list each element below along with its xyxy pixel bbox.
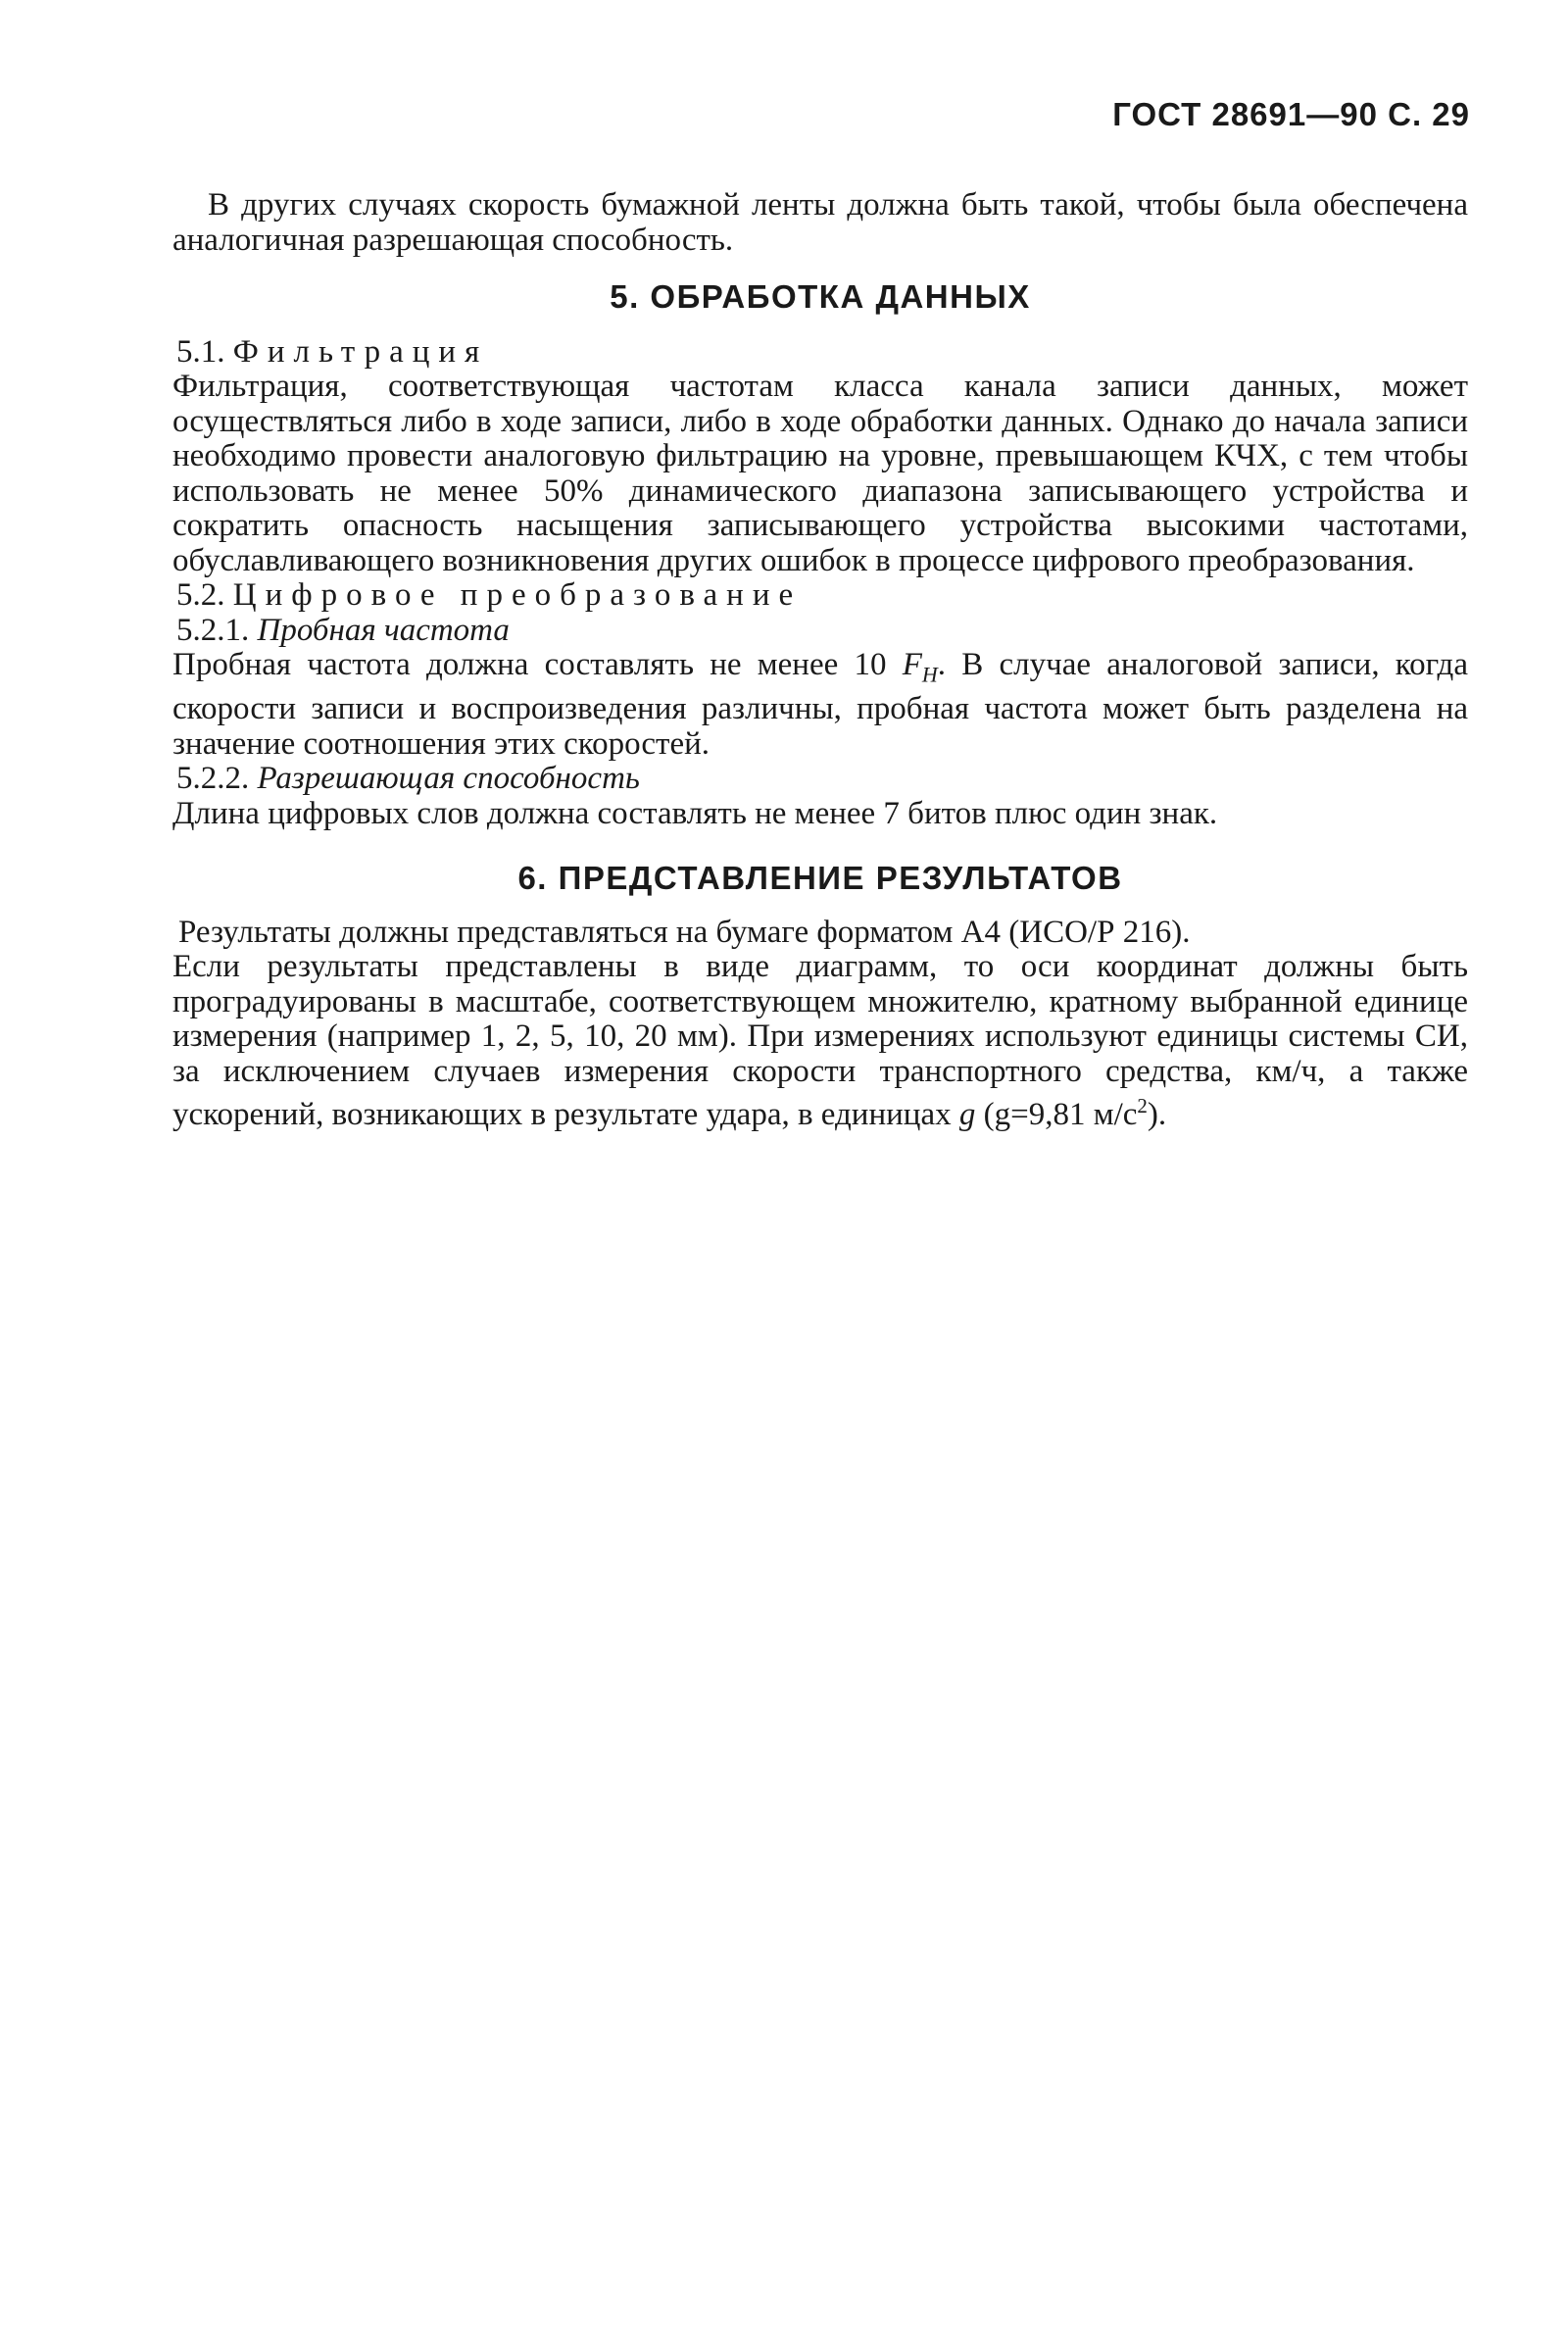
subsection-5-2-title <box>172 578 1468 614</box>
subsection-5-2-1-number: 5.2.1. <box>176 612 250 648</box>
section-6-paragraph-2 <box>172 950 1468 1133</box>
subsection-5-2-2-text: Длина цифровых слов должна составлять не менее 7 битов плюс один знак. <box>172 795 1218 831</box>
subsection-5-1-number: 5.1. <box>176 333 225 370</box>
sampling-symbol: F <box>902 647 922 682</box>
section-6-heading: 6. ПРЕДСТАВЛЕНИЕ РЕЗУЛЬТАТОВ <box>517 860 1123 897</box>
subsection-5-2-number: 5.2. <box>176 577 225 613</box>
sampling-symbol-subscript: H <box>921 662 938 687</box>
sampling-text-before: Пробная частота должна составлять не менее 10 <box>172 647 903 682</box>
page-body <box>172 188 1468 1133</box>
g-symbol: g <box>958 1097 976 1133</box>
intro-paragraph-text: В других случаях скорость бумажной ленты должна быть такой, чтобы была обеспечена аналогичная разрешающая способность. <box>172 187 1468 258</box>
results-text-mid: (g=9,81 м/с <box>975 1097 1138 1133</box>
subsection-5-2-1-text <box>172 648 1468 762</box>
subsection-5-2-1-title <box>172 614 1468 649</box>
results-superscript: 2 <box>1137 1094 1148 1118</box>
results-text-end: ). <box>1147 1097 1167 1133</box>
section-6-paragraph-1 <box>172 916 1468 951</box>
subsection-5-1-text: Фильтрация, соответствующая частотам класса канала записи данных, может осуществляться либо в ходе записи, либо в ходе обработки данных. Однако до начала записи необходимо провести аналоговую фильтрацию на уровне, превышающем КЧХ, с тем чтобы использовать не менее 50% динамического диапазона записывающего устройства и сократить опасность насыщения записывающего устройства высокими частотами, обуславливающего возникновения других ошибок в процессе цифрового преобразования. <box>172 369 1468 578</box>
running-header: ГОСТ 28691—90 С. 29 <box>1112 96 1470 132</box>
section-6-paragraph-1-text: Результаты должны представляться на бумаге форматом А4 (ИСО/Р 216). <box>178 914 1191 950</box>
subsection-5-2-1-label: Пробная частота <box>257 612 510 648</box>
subsection-5-2-label: Цифровое преобразование <box>232 577 803 613</box>
subsection-5-2-2-number: 5.2.2. <box>176 761 250 797</box>
sampling-text-after: . В случае аналоговой записи, когда скорости записи и воспроизведения различны, пробная частота может быть разделена на значение соотношения этих скоростей. <box>172 647 1468 762</box>
subsection-5-2-2-title <box>172 762 1468 797</box>
intro-paragraph <box>172 188 1468 258</box>
subsection-5-2-2-label: Разрешающая способность <box>257 761 640 797</box>
section-5-heading: 5. ОБРАБОТКА ДАННЫХ <box>610 278 1031 315</box>
results-text-before: Если результаты представлены в виде диаграмм, то оси координат должны быть проградуированы в масштабе, соответствующем множителю, кратному выбранной единице измерения (например 1, 2, 5, 10, 20 мм). При измерениях используют единицы системы СИ, за исключением случаев измерения скорости транспортного средства, км/ч, а также ускорений, возникающих в результате удара, в единицах <box>172 949 1468 1133</box>
subsection-5-1-label: Фильтрация <box>232 333 489 370</box>
subsection-5-1-title <box>172 335 1468 371</box>
